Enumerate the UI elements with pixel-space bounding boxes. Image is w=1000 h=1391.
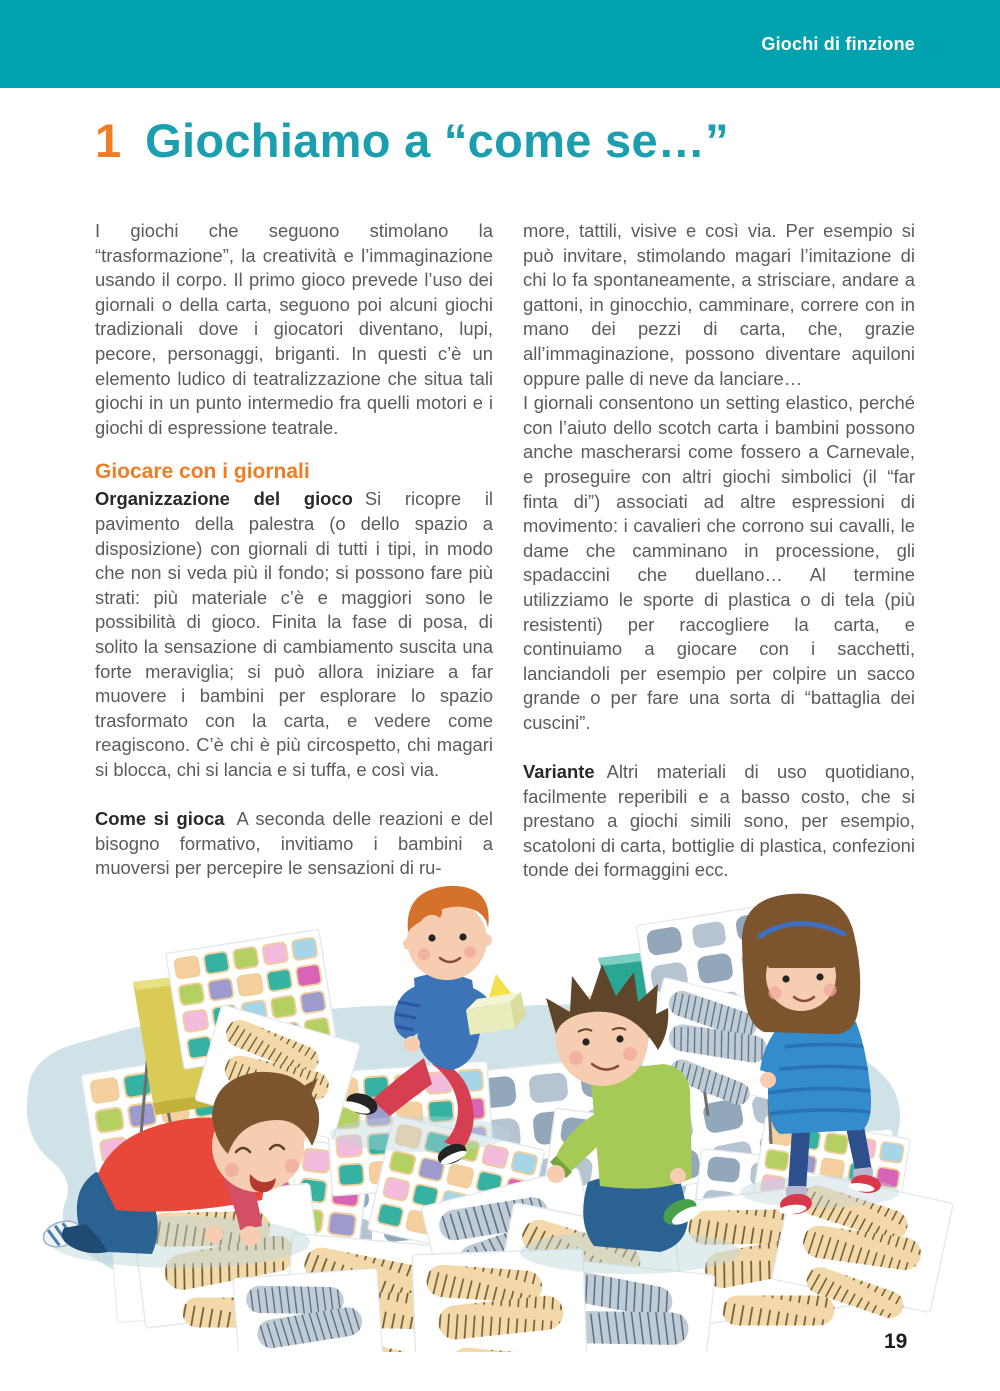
paragraph-variante: Variante Altri materiali di uso quotidiano, facilmente reperibili e a basso costo, che si prestano a giochi simili sono, per esempio, scatoloni di carta, bottiglie di plastica, confezioni tonde dei formaggini ecc. (523, 761, 915, 881)
paragraph-continuation: more, tattili, visive e così via. Per esempio si può invitare, stimolando magari l’imitazione di chi lo fa spontaneamente, a strisciare, andare a gattoni, in ginocchio, camminare, correre con in mano dei pezzi di carta, che, grazie all’immaginazione, possono diventare aquiloni oppure palle di neve da lanciare… (523, 220, 915, 389)
chapter-number: 1 (95, 114, 122, 167)
paragraph-giornali-setting: I giornali consentono un setting elastico, perché con l’aiuto dello scotch carta i bambini possono anche mascherarsi come fossero a Carnevale, e proseguire con altri giochi simbolici (il “far finta di”) associati ad altre espressioni di movimento: i cavalieri che corrono sui cavalli, le dame che camminano in processione, gli spadaccini che duellano… Al termine utilizziamo le sporte di plastica o di tela (più resistenti) per raccogliere la carta, e continuiamo a giocare con i sacchetti, lanciandoli per esempio per colpire un sacco grande o per fare una sorta di “battaglia dei cuscini”. (523, 392, 915, 733)
chapter-title (95, 113, 729, 168)
paragraph-intro: I giochi che seguono stimolano la “trasformazione”, la creatività e l’immaginazione usando il corpo. Il primo gioco prevede l’uso dei giornali o della carta, seguono poi alcuni giochi tradizionali dove i giocatori diventano, lupi, pecore, personaggi, briganti. In questi c’è un elemento ludico di teatralizzazione che situa tali giochi in un punto intermedio fra quelli motori e i giochi di espressione teatrale. (95, 220, 493, 438)
section-heading: Giocare con i giornali (95, 460, 310, 484)
column-left (95, 219, 493, 881)
illustration-children-playing-with-newspapers (0, 882, 1000, 1352)
paragraph-label: Variante (523, 761, 595, 783)
chapter-title-text: Giochiamo a “come se…” (145, 114, 729, 167)
page-number: 19 (884, 1330, 908, 1353)
paragraph-come-si-gioca: Come si gioca A seconda delle reazioni e del bisogno formativo, invitiamo i bambini a muoversi per percepire le sensazioni di ru- (95, 808, 493, 879)
header-bar (0, 0, 1000, 88)
running-head: Giochi di finzione (761, 33, 915, 54)
paragraph-organizzazione: Organizzazione del gioco Si ricopre il pavimento della palestra (o dello spazio a disposizione) con giornali di tutti i tipi, in modo che non si veda più il fondo; si possono fare più strati: più materiale c’è e maggiori sono le possibilità di gioco. Finita la fase di posa, di solito la sensazione di cambiamento suscita una forte meraviglia; si può allora iniziare a far muovere i bambini per esplorare lo spazio trasformato con la carta, e vedere come reagiscono. C’è chi è più circospetto, chi magari si blocca, chi si lancia e si tuffa, e così via. (95, 488, 493, 780)
column-right (523, 219, 915, 883)
paragraph-label: Come si gioca (95, 808, 225, 830)
paragraph-label: Organizzazione del gioco (95, 488, 353, 510)
